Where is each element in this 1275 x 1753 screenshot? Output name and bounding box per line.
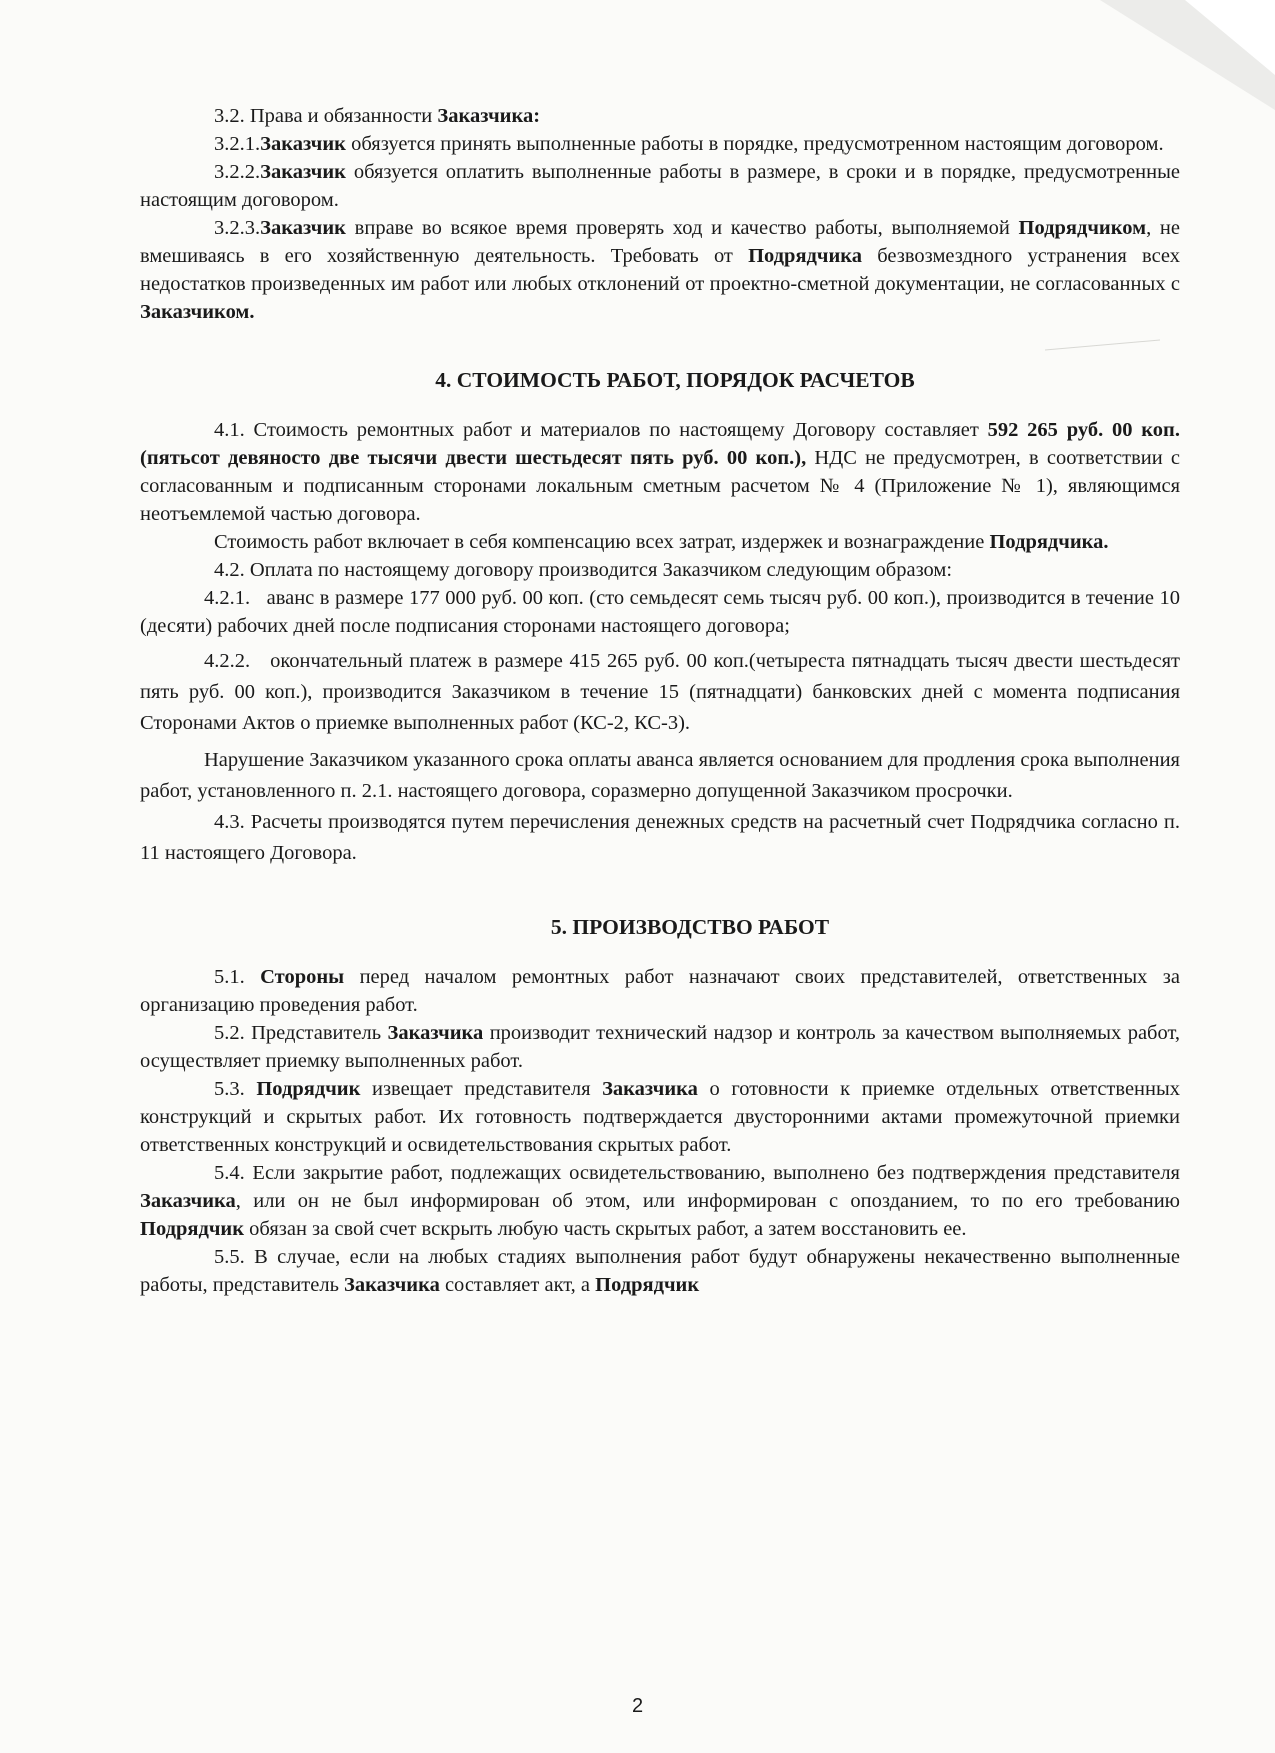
bold-text: Заказчика [387,1022,484,1044]
bold-text: Заказчика [602,1078,698,1100]
bold-text: Заказчиком. [140,301,255,323]
paragraph-4-2: 4.2. Оплата по настоящему договору производится Заказчиком следующим образом: [214,559,953,581]
bold-text: Заказчика: [437,105,541,127]
text: перед началом ремонтных работ назначают своих представителей, ответственных за организацию проведения работ. [140,966,1180,1016]
bold-text: Стороны [260,966,345,988]
paragraph-5-4 [140,1159,1180,1243]
bold-text: Подрядчика. [989,531,1109,553]
bold-text: Подрядчиком [1018,217,1147,239]
clause-number: 5.3. [214,1078,257,1100]
bold-text: 592 265 руб. 00 коп. (пятьсот девяносто две тысячи двести шестьдесят пять руб. 00 коп.), [140,419,1180,469]
text: , или он не был информирован об этом, или информирован с опозданием, то по его требованию [235,1190,1180,1212]
text: 5.2. Представитель [214,1022,388,1044]
paragraph-5-1 [140,963,1180,1019]
text: о готовности к приемке отдельных ответственных конструкций и скрытых работ. Их готовность подтверждается двусторонними актами промежуточной приемки ответственных конструкций и освидетельствования скрытых работ. [140,1078,1181,1156]
text: обязан за свой счет вскрыть любую часть скрытых работ, а затем восстановить ее. [244,1218,967,1240]
paragraph-violation: Нарушение Заказчиком указанного срока оплаты аванса является основанием для продления срока выполнения работ, установленного п. 2.1. настоящего договора, соразмерно допущенной Заказчиком просрочки. [140,749,1180,802]
clause-number: 3.2.1. [214,133,261,155]
text: 5.5. В случае, если на любых стадиях выполнения работ будут обнаружены некачественно выполненные работы, представитель [140,1246,1180,1296]
text: производит технический надзор и контроль за качеством выполняемых работ, осуществляет приемку выполненных работ. [140,1022,1180,1072]
text: 4.1. Стоимость ремонтных работ и материалов по настоящему Договору составляет [214,419,988,441]
text: составляет акт, а [439,1274,596,1296]
text: , не вмешиваясь в его хозяйственную деятельность. Требовать от [140,217,1180,267]
clause-number: 5.1. [214,966,261,988]
paragraph-5-5 [140,1243,1180,1299]
bold-text: Заказчика [140,1190,236,1212]
text: обязуется оплатить выполненные работы в размере, в сроки и в порядке, предусмотренные настоящим договором. [140,161,1180,211]
section-5-heading: 5. ПРОИЗВОДСТВО РАБОТ [550,915,830,939]
bold-text: Заказчик [260,133,346,155]
bold-text: Подрядчика [748,245,863,267]
paragraph-3-2-1 [140,130,1180,158]
bold-text: Подрядчик [595,1274,700,1296]
bold-text: Заказчика [344,1274,440,1296]
bold-text: Подрядчик [140,1218,245,1240]
document-body [140,102,1180,1299]
page-number: 2 [631,1695,644,1717]
bold-text: Подрядчик [256,1078,361,1100]
paragraph-3-2-2 [140,158,1180,214]
paragraph-3-2-3 [140,214,1180,326]
text: 3.2. Права и обязанности [214,105,438,127]
text: обязуется принять выполненные работы в порядке, предусмотренном настоящим договором. [345,133,1164,155]
paragraph-4-2-2: 4.2.2. окончательный платеж в размере 415 265 руб. 00 коп.(четыреста пятнадцать тысяч двести шестьдесят пять руб. 00 коп.), производится Заказчиком в течение 15 (пятнадцати) банковских дней с момента подписания Сторонами Актов о приемке выполненных работ (КС-2, КС-3). [140,650,1180,734]
text: Стоимость работ включает в себя компенсацию всех затрат, издержек и вознаграждение [214,531,990,553]
text: 5.4. Если закрытие работ, подлежащих освидетельствованию, выполнено без подтверждения представителя [214,1162,1180,1184]
text: НДС не предусмотрен, в соответствии с согласованным и подписанным сторонами локальным сметным расчетом № 4 (Приложение № 1), являющимся неотъемлемой частью договора. [140,447,1180,525]
bold-text: Заказчик [260,161,346,183]
text: извещает представителя [360,1078,603,1100]
paragraph-5-3 [140,1075,1180,1159]
clause-number: 3.2.2. [214,161,261,183]
clause-number: 3.2.3. [214,217,261,239]
paragraph-4-3: 4.3. Расчеты производятся путем перечисления денежных средств на расчетный счет Подрядчика согласно п. 11 настоящего Договора. [140,811,1180,864]
text: безвозмездного устранения всех недостатков произведенных им работ или любых отклонений от проектно-сметной документации, не согласованных с [140,245,1180,295]
bold-text: Заказчик [260,217,346,239]
text: вправе во всякое время проверять ход и качество работы, выполняемой [345,217,1019,239]
section-4-heading: 4. СТОИМОСТЬ РАБОТ, ПОРЯДОК РАСЧЕТОВ [435,368,915,392]
paragraph-cost-includes [140,528,1180,556]
paragraph-4-2-1: 4.2.1. аванс в размере 177 000 руб. 00 коп. (сто семьдесят семь тысяч руб. 00 коп.), производится в течение 10 (десяти) рабочих дней после подписания сторонами настоящего договора; [140,587,1180,637]
section-3-2-title [140,102,1180,130]
paragraph-5-2 [140,1019,1180,1075]
paragraph-4-1 [140,416,1180,528]
